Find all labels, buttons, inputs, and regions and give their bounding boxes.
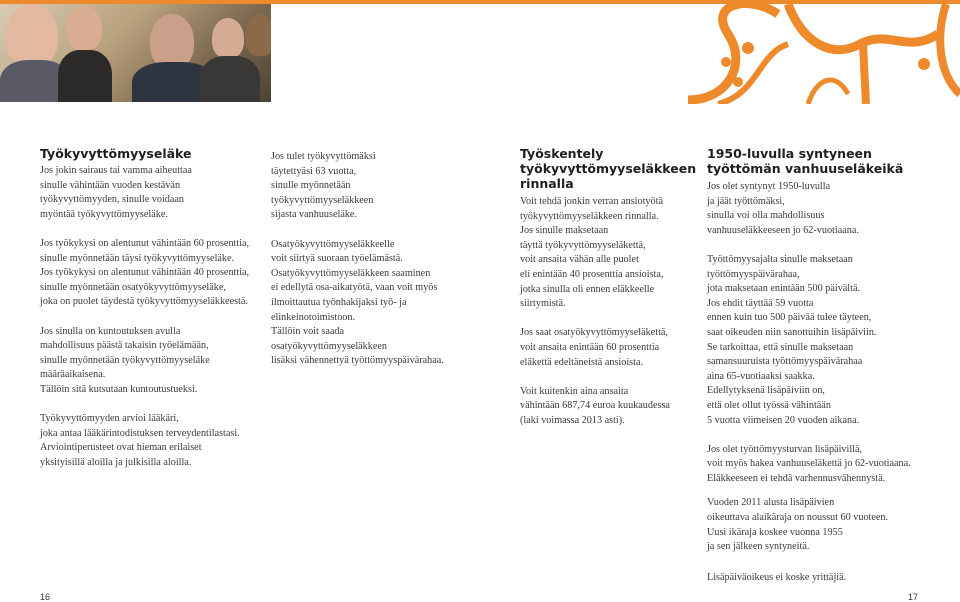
column-2 xyxy=(271,150,499,369)
people-photo xyxy=(0,4,271,102)
page-number-right: 17 xyxy=(908,592,919,602)
col1-paragraph-4: Työkyvyttömyyden arvioi lääkäri, joka antaa lääkärintodistuksen terveydentilastasi. Arviointiperusteet ovat hieman erilaiset yksityisillä aloilla ja julkisilla aloilla. xyxy=(40,413,240,468)
column-1 xyxy=(40,146,272,470)
column-3 xyxy=(520,146,702,429)
col1-paragraph-2: Jos työkykysi on alentunut vähintään 60 prosenttia, sinulle myönnetään täysi työkyvyttömyyseläke. Jos työkykysi on alentunut vähintään 40 prosenttia, sinulle myönnetään osatyökyvyttömyyseläke, joka on puolet täydestä työkyvyttömyyseläkkeestä. xyxy=(40,237,250,308)
col1-paragraph-3: Jos sinulla on kuntoutuksen avulla mahdollisuus päästä takaisin työelämään, sinulle myönnetään työkyvyttömyyseläke määräaikaisena. Tällöin sitä kutsutaan kuntoutustueksi. xyxy=(40,325,210,395)
heading-retirement-age-1950s: 1950-luvulla syntyneen työttömän vanhuuseläkeikä xyxy=(707,146,904,176)
heading-working-alongside-pension: Työskentely työkyvyttömyyseläkkeen rinnalla xyxy=(520,146,697,191)
col1-paragraph-1: Jos jokin sairaus tai vamma aiheuttaa sinulle vähintään vuoden kestävän työkyvyttömyyden, sinulle voidaan myöntää työkyvyttömyyseläke. xyxy=(40,165,192,220)
col4-paragraph-3: Jos olet työttömyysturvan lisäpäivillä, voit myös hakea vanhuuseläkettä jo 62-vuotiaana. Eläkkeeseen ei tehdä varhennusvähennystä. xyxy=(707,443,911,484)
col3-paragraph-2: Jos saat osatyökyvyttömyyseläkettä, voit ansaita enintään 60 prosenttia eläkettä edeltäneistä ansioista. xyxy=(520,327,668,368)
col3-paragraph-1: Voit tehdä jonkin verran ansiotyötä työkyvyttömyyseläkkeen rinnalla. Jos sinulle maksetaan täyttä työkyvyttömyyseläkettä, voit ansaita vähän alle puolet eli enintään 40 prosenttia ansioista, jotka sinulla oli ennen eläkkeelle siirtymistä. xyxy=(520,196,664,310)
heading-disability-pension: Työkyvyttömyyseläke xyxy=(40,146,192,161)
orange-leaf-ornament xyxy=(688,4,960,104)
col4-paragraph-4: Vuoden 2011 alusta lisäpäivien oikeuttava alaikäraja on noussut 60 vuoteen. Uusi ikäraja koskee vuonna 1955 ja sen jälkeen syntyneitä. xyxy=(707,497,889,553)
col2-paragraph-1: Jos tulet työkyvyttömäksi täytettyäsi 63 vuotta, sinulle myönnetään työkyvyttömyyseläkkeen sijasta vanhuuseläke. xyxy=(271,151,376,221)
column-4 xyxy=(707,146,957,585)
col3-paragraph-3: Voit kuitenkin aina ansaita vähintään 687,74 euroa kuukaudessa (laki voimassa 2013 asti). xyxy=(520,385,670,426)
col4-paragraph-5: Lisäpäiväoikeus ei koske yrittäjiä. xyxy=(707,571,847,583)
page-number-left: 16 xyxy=(40,592,51,602)
col4-paragraph-1: Jos olet syntynyt 1950-luvulla ja jäät työttömäksi, sinulla voi olla mahdollisuus vanhuuseläkkeeseen jo 62-vuotiaana. xyxy=(707,181,859,236)
col4-paragraph-2: Työttömyysajalta sinulle maksetaan työttömyyspäivärahaa, jota maksetaan enintään 500 päivältä. Jos ehdit täyttää 59 vuotta ennen kuin tuo 500 päivää tulee täyteen, saat oikeuden niin sanottuihin lisäpäiviin. Se tarkoittaa, että sinulle maksetaan samansuuruista työttömyyspäivärahaa aina 65-vuotiaaksi saakka. Edellytyksenä lisäpäiviin on, että olet ollut työssä vähintään 5 vuotta viimeisen 20 vuoden aikana. xyxy=(707,253,877,426)
col2-paragraph-2: Osatyökyvyttömyyseläkkeelle voit siirtyä suoraan työelämästä. Osatyökyvyttömyyseläkkeen saaminen ei edellytä osa-aikatyötä, vaan voit myös ilmoittautua työnhakijaksi työ- ja elinkeinotoimistoon. Tällöin voit saada osatyökyvyttömyyseläkkeen lisäksi vähennettyä työttömyyspäivärahaa. xyxy=(271,238,444,367)
